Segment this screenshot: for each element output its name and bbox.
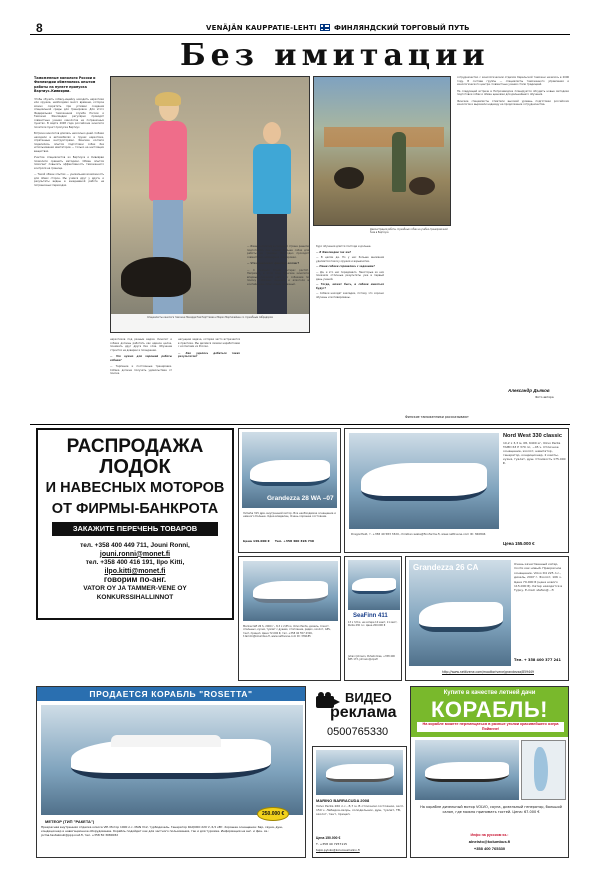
paragraph: Чтобы обучить собаку-ищейку находить наркотики или оружие, необходимо много времени, которое можно сократить при условии создания специальной среды для тренировки. Для этого Федеральная таможенная служба России и Таможня Финляндии регулярно проводят совместные учения кинологов на пограничных пунктах. В марте 2008 года российские кинологи посетили пункт пропуска Вартиус. (34, 97, 104, 129)
article-col2 (110, 338, 172, 376)
ad-sale-line4: ОТ ФИРМЫ-БАНКРОТА (51, 501, 219, 517)
page-title: Без имитации (180, 38, 490, 73)
paper-name-ru: ФИНЛЯНДСКИЙ ТОРГОВЫЙ ПУТЬ (334, 24, 470, 32)
ad-grandezza26-label: Grandezza 26 CA (413, 563, 479, 572)
question: — Тогда, может быть, и собаки меняться будут? (316, 283, 384, 290)
ad-sale-mail1[interactable]: jouni.ronni@monet.fi (99, 550, 171, 558)
dog (121, 257, 191, 297)
ad-video-line1: ВИДЕО (345, 690, 392, 705)
ad-grandezza28 (238, 428, 341, 553)
article-col5 (316, 245, 384, 299)
ad-grandezza28-text: Yamaha 315 дрв. внутренний мотор. Все необходимое оснащение и немного больше. Одна владелец. Очень хорошее состояние. (243, 512, 336, 519)
ad-marino-tel: Т. +358 40 7257115 (316, 842, 348, 846)
ad-grandezza28-photo (242, 432, 337, 508)
paragraph: — Собаки находят закладки, потому что хорошо обучены и мотивированы. (316, 292, 384, 299)
person-man (251, 122, 293, 322)
ad-sale-line3: И НАВЕСНЫХ МОТОРОВ (45, 480, 225, 496)
article-col1 (34, 76, 104, 187)
ad-video-phone: 0500765330 (327, 726, 389, 738)
ad-marinecraft-text: Marinecraft 26 S, 2000 г., 8,3 x 2,85 м, Volvo Penta, дизель, 4 мест. спальных, кухня, туалет с душем, отопление, радио, эхолот, GPS, тент, прицеп. Цена 72.000 €, тел. +358 40 557 4316, t.tammi@kolumbus.fi, www.nettivene.com ID: 339185 (243, 625, 331, 638)
ad-rosetta-title: ПРОДАЕТСЯ КОРАБЛЬ "ROSETTA" (37, 687, 305, 701)
ad-grandezza26-photo (409, 560, 511, 666)
ad-ship-title1: Купите в качестве летней дачи (443, 690, 536, 696)
ad-sale-sub2: VATOR OY JA TAMMER-VENE OY (83, 584, 187, 592)
flag-icon (320, 24, 330, 31)
ad-rosetta-price: 250.000 € (257, 807, 289, 821)
bottom-caption: Финские таможенники рассказывают (405, 415, 469, 419)
ad-sale-tel2: тел. +358 400 416 191, Ilpo Kitti, (85, 559, 185, 567)
paragraph: наркотиков под разным видом. Кинолог и собака должны работать как единое целое, понимать друг друга без слов. Обучение строится на доверии и поощрении. (110, 338, 172, 352)
ad-nordwest-photo (349, 433, 499, 529)
article-col6 (457, 76, 569, 107)
paragraph: Встреча кинологов длилась несколько дней. Собаки находили в автомобилях и грузах наркотики, спрятанные инструкторами. Финские коллеги поделились опытом подготовки собак без использования имитаторов — только на настоящих веществах. (34, 132, 104, 153)
ad-ship-text: На корабле дизельный мотор VOLVO, сауна, дизельный генератор, большой салон, где можно принимать гостей. Цена: 67.000 € (420, 805, 562, 814)
ad-seafinn-contact: Juhani Johnson, Puhelinmies, +358 400 685 173, johnson@vipufi (348, 655, 395, 662)
question: — Что привлекает финских коллег? (247, 262, 300, 265)
paragraph: Финские специалисты отметили высокий уровень подготовки российских кинологов и выразили надежду на продолжение сотрудничества. (457, 99, 569, 106)
ad-seafinn-label: SeaFinn 411 (353, 613, 388, 619)
ad-marinecraft (238, 556, 341, 681)
ad-seafinn (344, 556, 402, 681)
question: — Как удалось добиться таких результатов? (178, 351, 240, 358)
ad-ship-mail[interactable]: alneisto@kolumbus.fi (468, 839, 511, 844)
ad-sale-mail2[interactable]: ilpo.kitti@monet.fi (104, 567, 166, 575)
ad-nordwest-price: Цена 155.000 € (503, 541, 535, 546)
ad-sale-sub1: говорим по-анг. (103, 575, 167, 585)
ad-ship-map (521, 740, 566, 800)
paragraph: — В целом да. Но у нас больше внимания уделяется поиску оружия и взрывчатки. (316, 256, 384, 263)
ad-sale-tel1: тел. +358 400 449 711, Jouni Ronni, (80, 542, 190, 549)
article-col3 (178, 338, 240, 359)
ad-rosetta-boat-label: МЕТЕОР (ТИП "РАКЕТА") (45, 819, 95, 824)
ad-marino-text: Volvo Penta 260 л.с., 8,7 м. В отличном состоянии, эксп. 150 ч. Лебедка-якорь, холодильник, душ, туалет, ТВ, эхолот, тент, прицеп. (316, 804, 404, 816)
ad-seafinn-photo (348, 560, 400, 610)
ad-marinecraft-photo (243, 561, 338, 621)
ad-sale-line2: ЛОДОК (99, 456, 171, 478)
ad-marino-mail[interactable]: taplo.pylvko@kolu.kaumalinn.fi (316, 848, 360, 852)
author-signature: Александр Дьяков (508, 388, 550, 393)
ad-ship-photo (415, 740, 519, 800)
ad-grandezza28-price: Цена 149.000 € (243, 539, 270, 543)
ad-marino-price: Цена 150.000 € (316, 836, 341, 840)
ad-nordwest-title: Nord West 330 classic (503, 433, 562, 439)
ad-marino (312, 746, 407, 858)
paragraph: — Такой обмен опытом — уникальная возможность для обеих сторон. Мы учимся друг у друга, и результаты видны в ежедневной работе на пограничных переходах. (34, 173, 104, 187)
ad-nordwest-contact: Dragonfield, т. +358 40 583 3320, christian.wiala@finnfarms.fi, www.nettivene.com ID: 360846 (351, 532, 486, 536)
ad-grandezza26-url[interactable]: http://www.nettivene.com/moottorivene/grandezza/859449 (442, 670, 534, 674)
paragraph: На следующей встрече в Петрозаводске планируется обсудить новые методики подготовки собак и обмен щенками для дальнейшего обучения. (457, 89, 569, 96)
ad-marino-title: MARINO BARRACUDA 2008 (316, 798, 370, 803)
dogs-photo-caption: Демонстрация работы служебных собак на учебно-тренировочной базе в Вартиусе (370, 228, 448, 234)
article-lead: Таможенные кинологи России и Финляндии обменялись опытом работы на пункте пропуска Вартиус–Кивиярви. (34, 76, 96, 94)
ad-sale-line1: РАСПРОДАЖА (66, 436, 204, 457)
paragraph: Участие специалистов из Вартиуса и Кивиярви позволило сравнить методики. Обмен опытом помогает повысить эффективность таможенного контроля на границе. (34, 156, 104, 170)
section-divider (30, 424, 570, 425)
photo-credit: Фото автора (535, 395, 554, 399)
ad-nordwest-text: 10,2 x 3,3 м, 08, 6400 кг, Volvo Penta TAMD 63 P 370 лс, ~45 ч. Отличное оснащение, эхолот, навигатор, генератор, кондиционер, 2 каюты, кухня, туалет, душ. Стоимость 175.000 €. (503, 441, 566, 465)
ad-grandezza26-text: Очень качественный катер, почти как новый. Прекрасное оснащение. Volvo D4 225 л.с., дизель, 2007 г. Эхолот, 106 ч. Цена 79.000 € (цена нового 115.000 €). Катер находится в Турку. E-mail: stefan@...fi (514, 562, 563, 593)
paragraph: — Терпение и постоянные тренировки. Собака должна получать удовольствие от поиска. (110, 365, 172, 375)
header-bar (30, 21, 570, 35)
ad-ship (410, 686, 569, 858)
ad-sale-sub3: KONKURSSIHALLINNOT (96, 593, 174, 601)
ad-video-line2: реклама (330, 704, 397, 721)
ad-rosetta (36, 686, 306, 858)
paragraph: — Именно поэтому в соседней стране решили подготовить как можно больше собак для работы на границе. Ежегодно проходят совместные семинары и стажировки. (247, 245, 309, 259)
ad-sale (36, 428, 234, 620)
dogs-photo (313, 76, 451, 226)
ad-ship-tel: +358 400 765330 (473, 846, 506, 851)
ad-grandezza28-label: Grandezza 28 WA –07 (267, 495, 334, 502)
paragraph: — С каждым годом интерес растёт. Например, в этом году финские кинологи впервые показали работу с собаками по поиску табачных изделий и алкоголя в контейнерах. Опыт очень полезный. (247, 268, 309, 286)
ad-rosetta-photo (41, 705, 303, 815)
ad-grandezza28-tel: Тел. +358 400 496 740 (274, 539, 314, 543)
ad-ship-title2: КОРАБЛЬ! (430, 697, 548, 722)
ad-ship-sub: На корабле можете перемещаться в разные уголки красивейшего озера Пяйянне! (417, 722, 564, 732)
paragraph: сотрудничество с кинологическим отделом Карельской таможни началось в 2006 году. В составе группы — специалисты таможенного управления и кинологического центра. Совместные учения стали традицией. (457, 76, 569, 86)
main-photo-caption: Специалисты кинологи таможни Никарда Пея Пирттимаа и Марко Мартикайнен со служебным лабрадором (147, 316, 273, 319)
page-number: 8 (36, 21, 43, 35)
ad-marino-photo (316, 750, 403, 795)
question: — Что нужно для хорошей работы собаки? (110, 355, 172, 362)
ad-video (312, 686, 407, 744)
article-col4 (247, 245, 309, 286)
ad-ship-info: Инфо на русском яз.: (470, 833, 509, 837)
paragraph: Курс обучения длится полгода и дольше. (316, 245, 372, 248)
question: — В Финляндии так же? (316, 250, 351, 254)
paragraph: — Да, и это нас порадовало. Некоторые из них показали отличные результаты уже в первый день учений. (316, 270, 384, 281)
paper-name-fi: VENÄJÄN KAUPPATIE-LEHTI (206, 24, 317, 32)
question: — Наши собаки справились с заданием? (316, 265, 375, 268)
ad-nordwest (344, 428, 569, 553)
paragraph: насущная задача, которая часто встречается в практике. Мы делимся своими наработками с коллегами из России. (178, 338, 240, 348)
main-photo (110, 76, 310, 333)
ad-sale-banner: ЗАКАЖИТЕ ПЕРЕЧЕНЬ ТОВАРОВ (52, 522, 218, 536)
ad-grandezza26 (405, 556, 569, 681)
ad-rosetta-text: Прекрасная внутренняя отделка класса VIP. Мотор 1000 л.с. MAN V12, турбодизель. Генератор RAQURO 220 V, 6,5 кВт. Хорошее оснащение: бар, сауна, душ, кондиционер и навигационное оборудование. Корабль подойдет как для частного пользования, так и для туризма. Информация на анг. и фин. яз.: jorma.tautakoski@ppp.inet.fi, тел. +358 50 3080032 (41, 825, 283, 837)
ad-grandezza26-tel: Тел. + 358 400 377 241 (514, 658, 561, 662)
ad-seafinn-text: 13 x 3,8 м, на катере 10 кают, 11 мест, Penta 430 л.с. Цена 200.000 € (348, 621, 398, 628)
